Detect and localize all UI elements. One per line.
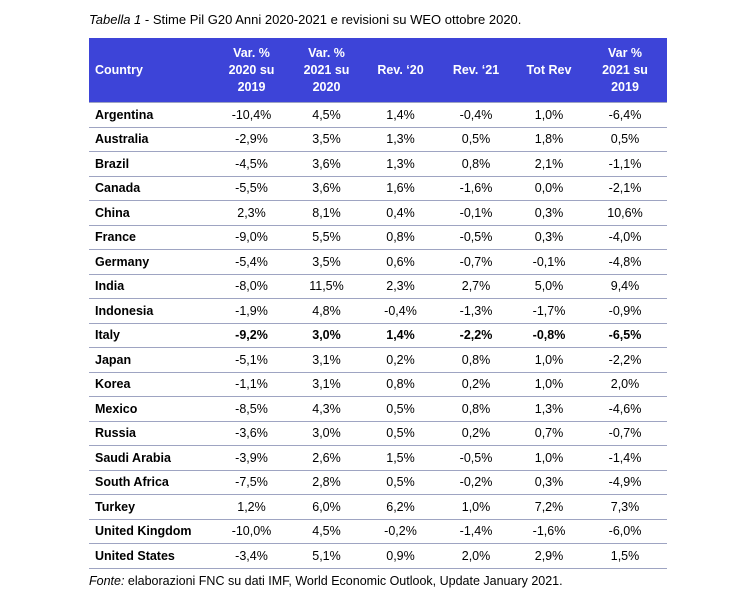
value-cell: 0,6% [364, 250, 437, 275]
value-cell: -1,4% [583, 446, 667, 471]
value-cell: 0,4% [364, 201, 437, 226]
caption-text: - Stime Pil G20 Anni 2020-2021 e revisioni su WEO ottobre 2020. [141, 12, 522, 27]
column-header-6 [583, 38, 667, 103]
value-cell: 0,5% [364, 397, 437, 422]
value-cell: 2,7% [437, 274, 515, 299]
value-cell: 1,3% [515, 397, 583, 422]
value-cell: 3,0% [289, 421, 364, 446]
value-cell: 0,8% [364, 372, 437, 397]
value-cell: 2,8% [289, 470, 364, 495]
value-cell: 3,1% [289, 348, 364, 373]
table-row [89, 348, 667, 373]
value-cell: 2,0% [437, 544, 515, 569]
value-cell: 3,5% [289, 250, 364, 275]
value-cell: 1,5% [583, 544, 667, 569]
value-cell: 1,2% [214, 495, 289, 520]
value-cell: 0,7% [515, 421, 583, 446]
column-header-1 [214, 38, 289, 103]
table-caption [89, 12, 521, 27]
column-header-line: Var % [607, 45, 643, 60]
value-cell: 0,3% [515, 225, 583, 250]
value-cell: -0,4% [364, 299, 437, 324]
table-body [89, 103, 667, 569]
value-cell: 7,3% [583, 495, 667, 520]
country-cell: Japan [89, 348, 214, 373]
country-cell: France [89, 225, 214, 250]
value-cell: -0,2% [364, 519, 437, 544]
table-row [89, 495, 667, 520]
value-cell: -0,2% [437, 470, 515, 495]
value-cell: 3,1% [289, 372, 364, 397]
table-row [89, 274, 667, 299]
country-cell: South Africa [89, 470, 214, 495]
value-cell: 1,0% [515, 372, 583, 397]
header-row [89, 38, 667, 103]
value-cell: -1,1% [583, 152, 667, 177]
value-cell: -5,1% [214, 348, 289, 373]
table-row [89, 421, 667, 446]
table-row [89, 176, 667, 201]
value-cell: 3,6% [289, 176, 364, 201]
country-cell: China [89, 201, 214, 226]
country-cell: Italy [89, 323, 214, 348]
country-cell: United Kingdom [89, 519, 214, 544]
value-cell: 0,2% [364, 348, 437, 373]
value-cell: 1,5% [364, 446, 437, 471]
value-cell: 6,2% [364, 495, 437, 520]
value-cell: -3,6% [214, 421, 289, 446]
value-cell: -1,3% [437, 299, 515, 324]
value-cell: 2,9% [515, 544, 583, 569]
value-cell: -1,7% [515, 299, 583, 324]
value-cell: 0,5% [583, 127, 667, 152]
value-cell: -2,2% [583, 348, 667, 373]
value-cell: -6,0% [583, 519, 667, 544]
table-row [89, 372, 667, 397]
value-cell: 10,6% [583, 201, 667, 226]
value-cell: 9,4% [583, 274, 667, 299]
value-cell: -10,0% [214, 519, 289, 544]
value-cell: 2,3% [214, 201, 289, 226]
value-cell: 4,8% [289, 299, 364, 324]
table-row [89, 225, 667, 250]
table-row [89, 201, 667, 226]
value-cell: 1,3% [364, 152, 437, 177]
value-cell: 0,8% [437, 348, 515, 373]
value-cell: 0,3% [515, 470, 583, 495]
column-header-line: Var. % [233, 45, 270, 60]
column-header-line: 2019 [611, 79, 639, 94]
value-cell: 0,9% [364, 544, 437, 569]
value-cell: -4,0% [583, 225, 667, 250]
gdp-estimates-table [89, 38, 667, 569]
column-header-line: 2019 [237, 79, 266, 94]
value-cell: -5,5% [214, 176, 289, 201]
value-cell: 0,3% [515, 201, 583, 226]
value-cell: -0,1% [515, 250, 583, 275]
value-cell: 0,2% [437, 421, 515, 446]
table-row [89, 152, 667, 177]
table-row [89, 544, 667, 569]
column-header-line: 2021 su [602, 62, 648, 77]
column-header-4 [437, 38, 515, 103]
value-cell: 1,0% [515, 103, 583, 128]
value-cell: 1,8% [515, 127, 583, 152]
value-cell: 7,2% [515, 495, 583, 520]
value-cell: -3,4% [214, 544, 289, 569]
column-header-line: Rev. ‘21 [452, 62, 500, 77]
column-header-3 [364, 38, 437, 103]
value-cell: -6,5% [583, 323, 667, 348]
value-cell: -0,8% [515, 323, 583, 348]
table-row [89, 519, 667, 544]
value-cell: -6,4% [583, 103, 667, 128]
value-cell: -0,5% [437, 446, 515, 471]
value-cell: 3,6% [289, 152, 364, 177]
value-cell: -2,9% [214, 127, 289, 152]
value-cell: 0,5% [364, 470, 437, 495]
column-header-line: Tot Rev [526, 62, 572, 77]
value-cell: -1,6% [437, 176, 515, 201]
column-header-line: Country [95, 62, 143, 77]
value-cell: -8,5% [214, 397, 289, 422]
value-cell: -2,2% [437, 323, 515, 348]
value-cell: -9,0% [214, 225, 289, 250]
value-cell: 6,0% [289, 495, 364, 520]
country-cell: Russia [89, 421, 214, 446]
country-cell: Germany [89, 250, 214, 275]
value-cell: 0,8% [364, 225, 437, 250]
column-header-line: Rev. ‘20 [377, 62, 424, 77]
value-cell: 1,0% [437, 495, 515, 520]
value-cell: -7,5% [214, 470, 289, 495]
value-cell: -5,4% [214, 250, 289, 275]
country-cell: Turkey [89, 495, 214, 520]
country-cell: Mexico [89, 397, 214, 422]
value-cell: -3,9% [214, 446, 289, 471]
value-cell: 0,8% [437, 152, 515, 177]
country-cell: Argentina [89, 103, 214, 128]
source-lead: Fonte: [89, 574, 125, 588]
country-cell: Canada [89, 176, 214, 201]
column-header-line: 2021 su [303, 62, 350, 77]
value-cell: -8,0% [214, 274, 289, 299]
value-cell: 4,3% [289, 397, 364, 422]
value-cell: -0,7% [583, 421, 667, 446]
value-cell: 0,5% [437, 127, 515, 152]
country-cell: United States [89, 544, 214, 569]
column-header-0 [89, 38, 214, 103]
column-header-5 [515, 38, 583, 103]
value-cell: -0,9% [583, 299, 667, 324]
value-cell: -2,1% [583, 176, 667, 201]
value-cell: 4,5% [289, 103, 364, 128]
value-cell: -10,4% [214, 103, 289, 128]
value-cell: -4,5% [214, 152, 289, 177]
table-row [89, 250, 667, 275]
value-cell: -4,9% [583, 470, 667, 495]
value-cell: -0,4% [437, 103, 515, 128]
value-cell: 5,0% [515, 274, 583, 299]
value-cell: 0,5% [364, 421, 437, 446]
value-cell: -0,7% [437, 250, 515, 275]
country-cell: Brazil [89, 152, 214, 177]
table-row [89, 299, 667, 324]
country-cell: Australia [89, 127, 214, 152]
value-cell: 1,0% [515, 446, 583, 471]
value-cell: -1,1% [214, 372, 289, 397]
value-cell: 0,2% [437, 372, 515, 397]
country-cell: India [89, 274, 214, 299]
value-cell: 0,0% [515, 176, 583, 201]
value-cell: 1,0% [515, 348, 583, 373]
country-cell: Saudi Arabia [89, 446, 214, 471]
value-cell: 2,1% [515, 152, 583, 177]
value-cell: 3,0% [289, 323, 364, 348]
value-cell: -1,4% [437, 519, 515, 544]
source-note [89, 574, 563, 588]
value-cell: 2,0% [583, 372, 667, 397]
value-cell: -0,5% [437, 225, 515, 250]
value-cell: 0,8% [437, 397, 515, 422]
table-row [89, 446, 667, 471]
column-header-line: Var. % [308, 45, 345, 60]
value-cell: 11,5% [289, 274, 364, 299]
value-cell: 5,1% [289, 544, 364, 569]
caption-lead: Tabella 1 [89, 12, 142, 27]
table-row [89, 470, 667, 495]
table-row [89, 323, 667, 348]
value-cell: 1,4% [364, 323, 437, 348]
value-cell: -1,6% [515, 519, 583, 544]
column-header-2 [289, 38, 364, 103]
table-header [89, 38, 667, 103]
value-cell: 8,1% [289, 201, 364, 226]
value-cell: -0,1% [437, 201, 515, 226]
value-cell: 4,5% [289, 519, 364, 544]
table-row [89, 103, 667, 128]
country-cell: Indonesia [89, 299, 214, 324]
value-cell: 2,6% [289, 446, 364, 471]
value-cell: -4,8% [583, 250, 667, 275]
value-cell: -1,9% [214, 299, 289, 324]
table-row [89, 127, 667, 152]
value-cell: 3,5% [289, 127, 364, 152]
value-cell: 1,3% [364, 127, 437, 152]
value-cell: 2,3% [364, 274, 437, 299]
value-cell: 1,6% [364, 176, 437, 201]
column-header-line: 2020 [312, 79, 341, 94]
country-cell: Korea [89, 372, 214, 397]
value-cell: -4,6% [583, 397, 667, 422]
table-row [89, 397, 667, 422]
column-header-line: 2020 su [228, 62, 275, 77]
value-cell: 1,4% [364, 103, 437, 128]
value-cell: -9,2% [214, 323, 289, 348]
value-cell: 5,5% [289, 225, 364, 250]
source-text: elaborazioni FNC su dati IMF, World Economic Outlook, Update January 2021. [124, 574, 563, 588]
